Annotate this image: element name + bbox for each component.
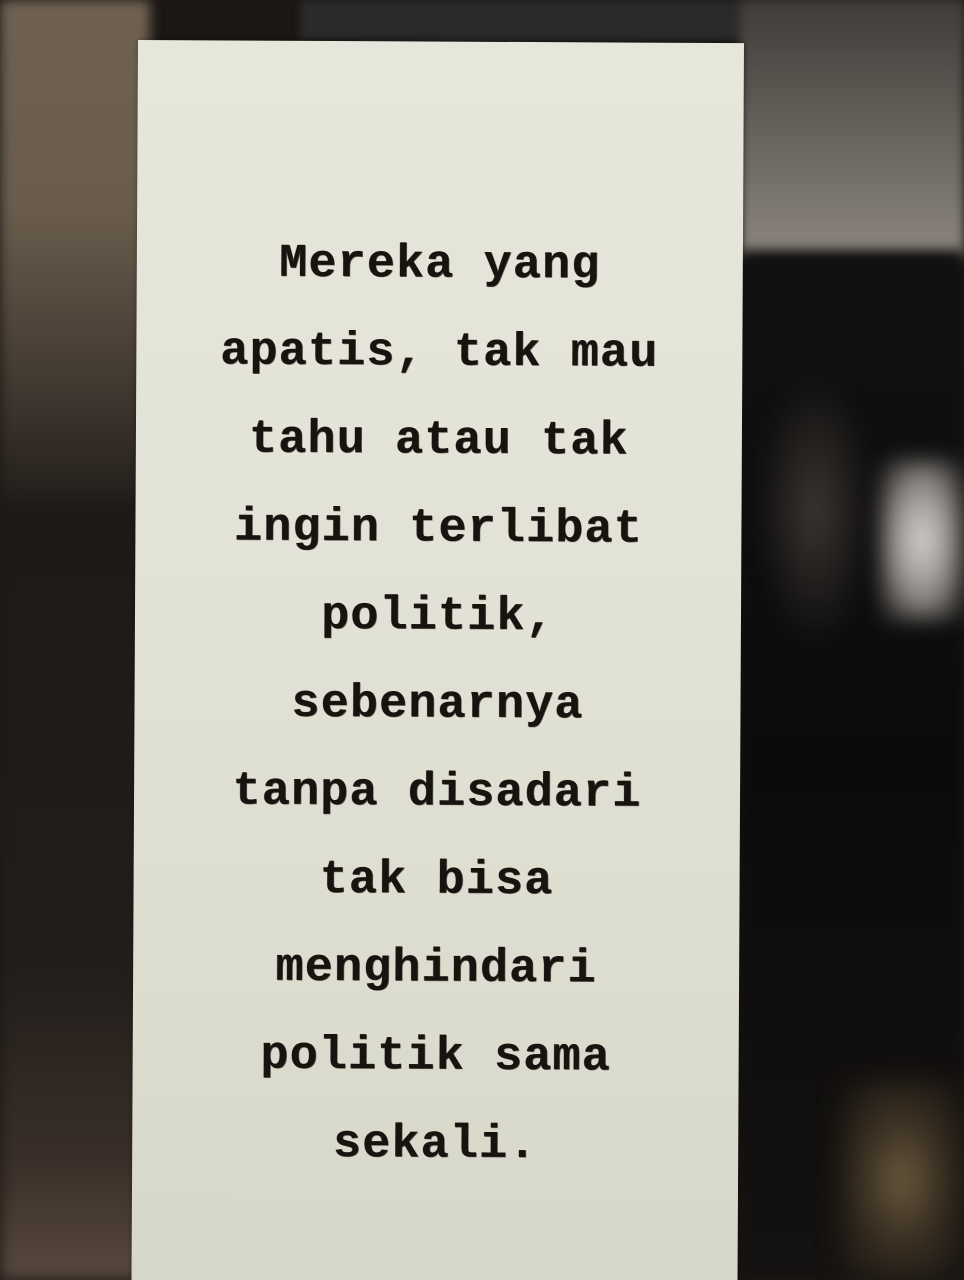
background-bottom-right	[840, 1080, 964, 1280]
quote-line: apatis, tak mau	[220, 325, 659, 381]
quote-line: menghindari	[275, 941, 597, 997]
quote-line: politik,	[321, 589, 555, 645]
background-top-right	[740, 0, 964, 260]
quote-line: sekali.	[332, 1118, 538, 1173]
quote-line: tak bisa	[319, 853, 554, 909]
quote-line: sebenarnya	[291, 677, 584, 733]
quote-line: Mereka yang	[279, 237, 601, 293]
background-wall-left	[0, 0, 150, 520]
background-right-glow	[760, 380, 870, 640]
quote-card	[131, 40, 744, 1280]
quote-text	[172, 220, 703, 1191]
quote-line: tanpa disadari	[232, 765, 642, 821]
quote-line: politik sama	[260, 1029, 612, 1085]
background-right-highlight	[880, 460, 964, 620]
quote-line: ingin terlibat	[233, 501, 644, 557]
quote-line: tahu atau tak	[248, 413, 629, 469]
